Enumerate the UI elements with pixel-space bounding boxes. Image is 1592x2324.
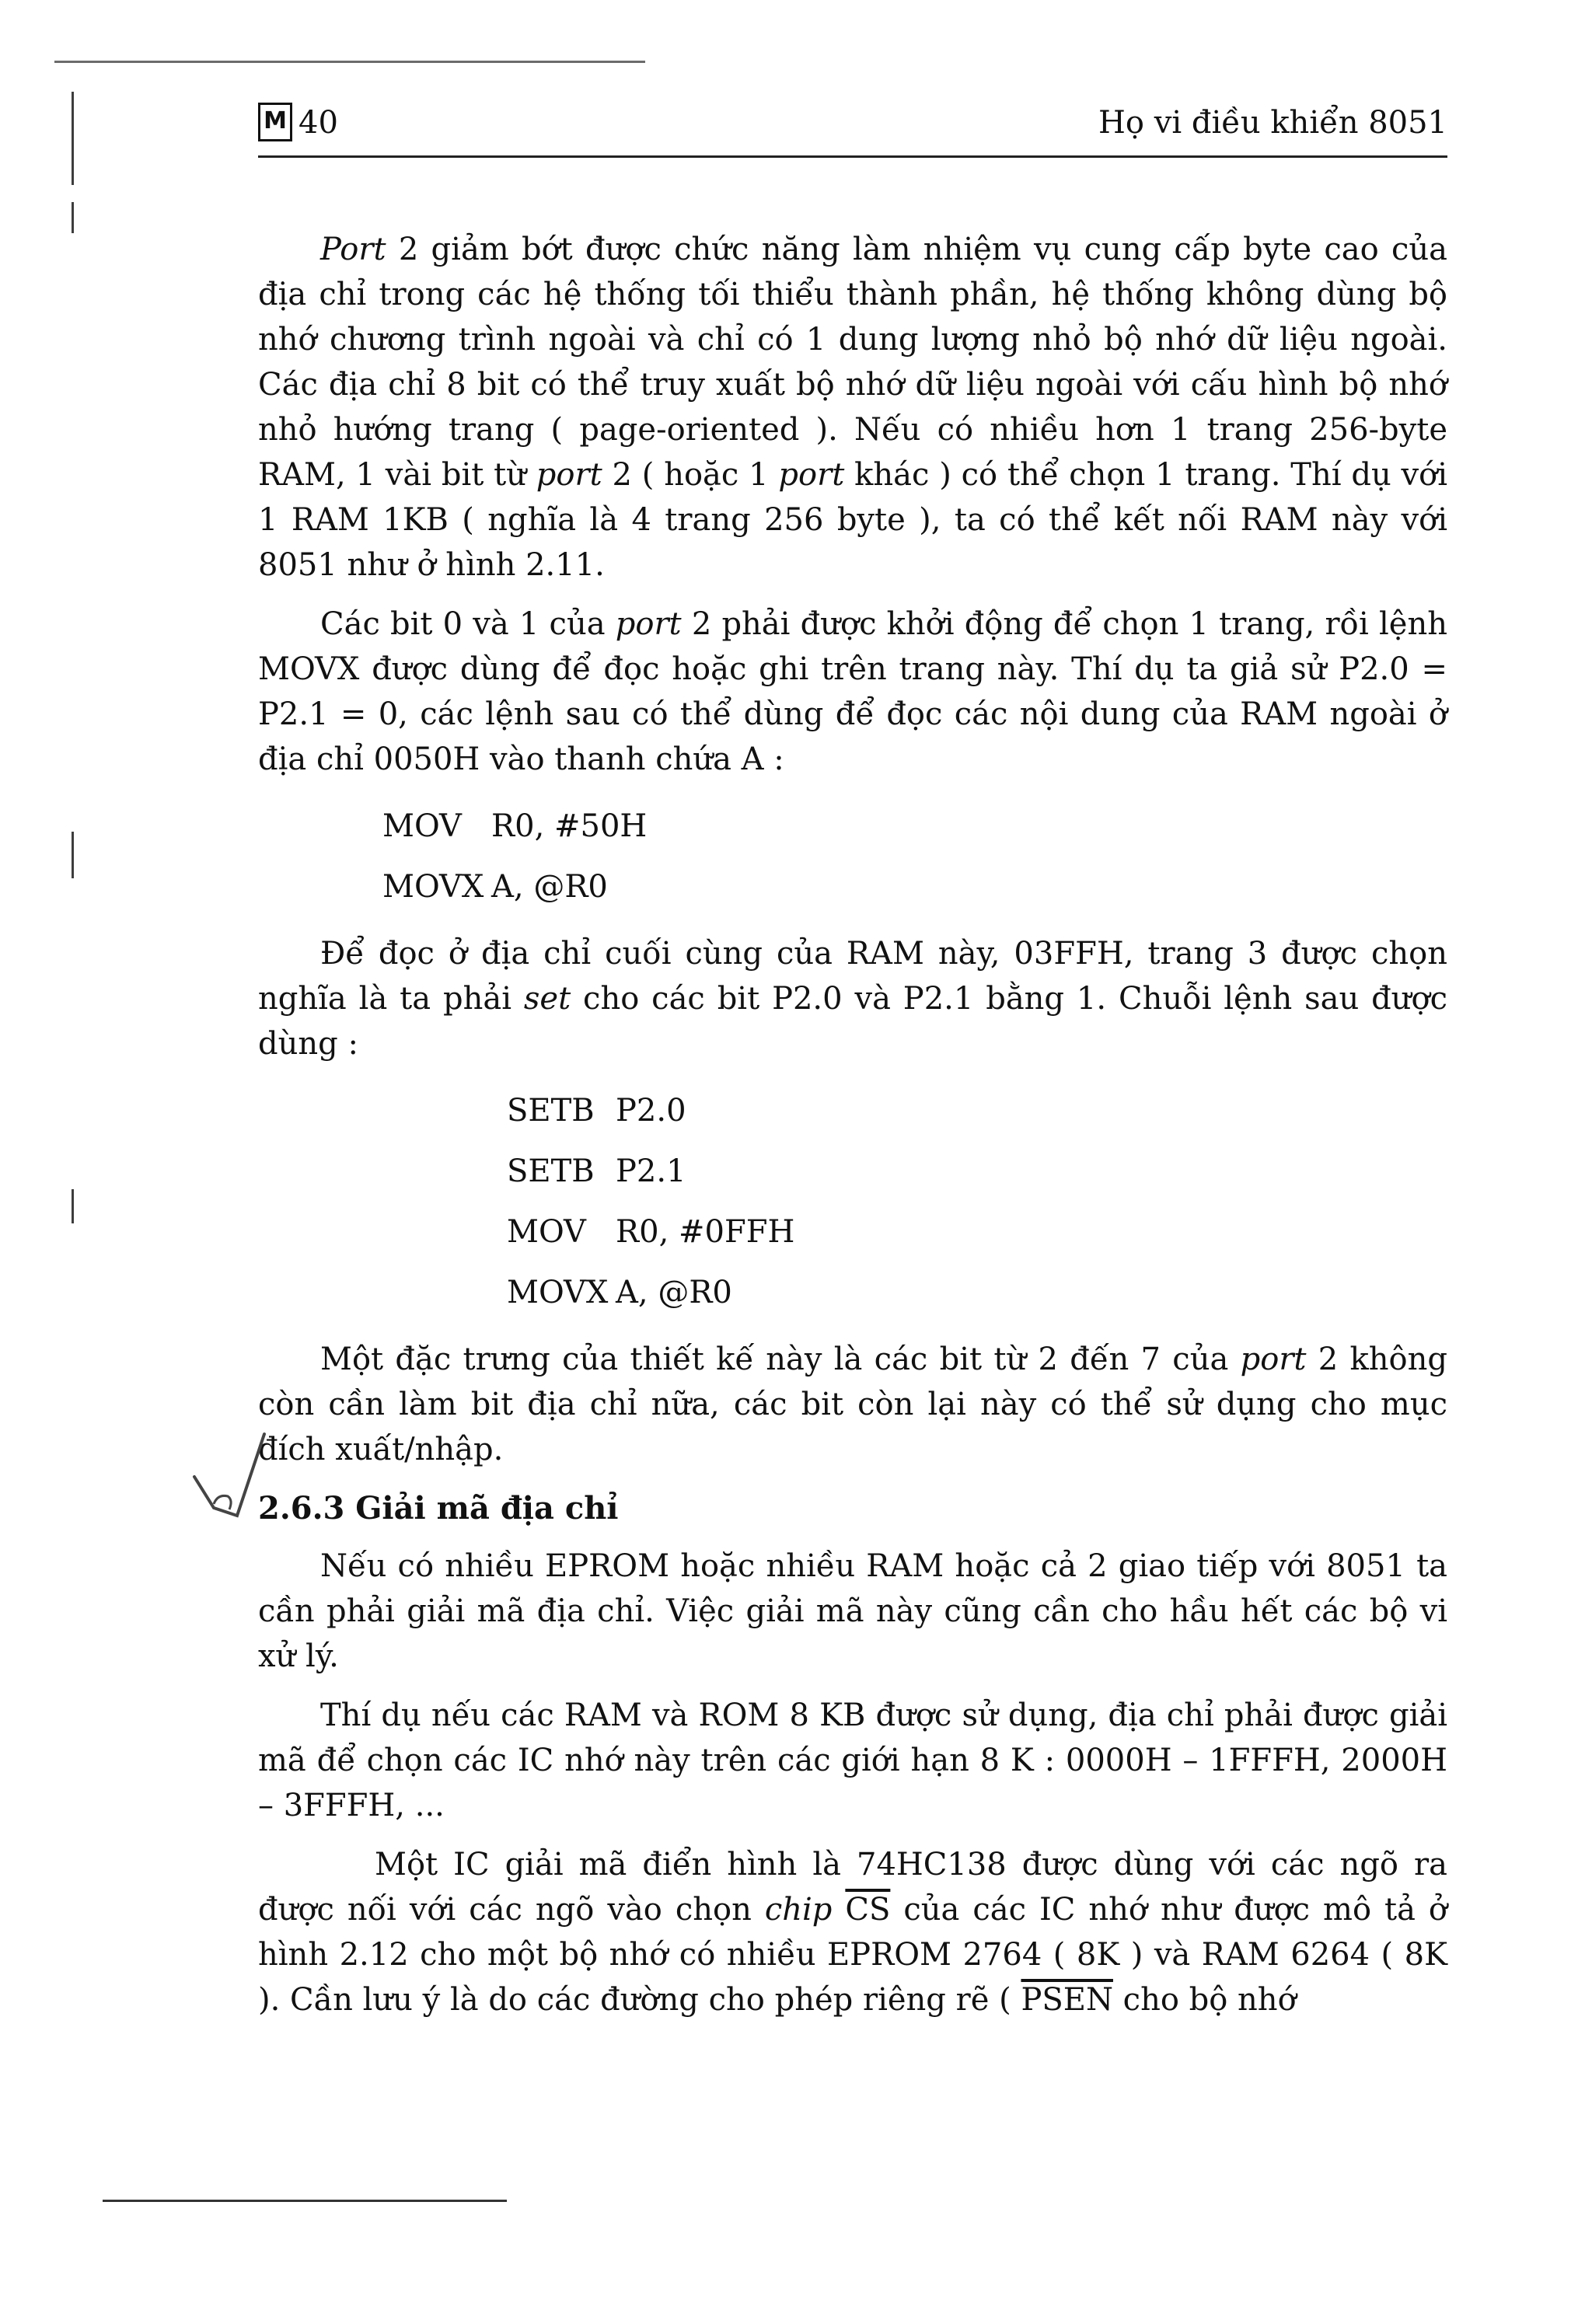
text-run: 2 phải được khởi động để chọn 1 trang, rồi lệnh MOVX được dùng để đọc hoặc ghi trên trang này. Thí dụ ta giả sử P2.0 = P2.1 = 0, các lệnh sau có thể dùng để đọc các nội dung của RAM ngoài ở địa chỉ 0050H vào thanh chứa A : — [258, 606, 1447, 777]
signal-psen: PSEN — [1021, 1982, 1113, 2018]
paragraph-last-address — [258, 931, 1447, 1066]
text-run: Để đọc ở địa chỉ cuối cùng của RAM này, 03FFH, trang 3 được chọn nghĩa là ta phải — [258, 936, 1447, 1017]
code-opcode: MOVX — [507, 1275, 609, 1310]
text-run: Các bit 0 và 1 của — [320, 606, 616, 642]
paragraph-feature — [258, 1337, 1447, 1472]
code-opcode: SETB — [507, 1093, 595, 1129]
page-number: 40 — [298, 105, 338, 141]
handwritten-check-mark-icon — [190, 1422, 284, 1531]
code-operands: P2.0 — [616, 1093, 686, 1129]
code-line — [258, 1141, 1447, 1202]
code-block-read — [258, 796, 1447, 917]
text-italic: port — [778, 457, 845, 493]
publisher-logo-icon: M — [258, 103, 292, 141]
text-run: 2 không còn cần làm bit địa chỉ nữa, các bit còn lại này có thể sử dụng cho mục đích xuất/nhập. — [258, 1342, 1448, 1467]
code-operands: P2.1 — [616, 1153, 686, 1189]
scan-edge-mark — [72, 1189, 74, 1223]
section-heading: 2.6.3 Giải mã địa chỉ — [258, 1490, 619, 1527]
text-run: của các IC nhớ như được mô tả ở hình 2.12 cho một bộ nhớ có nhiều EPROM 2764 ( 8K ) và RAM 6264 ( 8K ). Cần lưu ý là do các đường cho phép riêng rẽ ( — [258, 1892, 1448, 2018]
scan-edge-mark — [72, 202, 74, 233]
footer-rule — [103, 2200, 507, 2202]
paragraph-bits — [258, 602, 1447, 782]
text-run: cho các bit P2.0 và P2.1 bằng 1. Chuỗi lệnh sau được dùng : — [258, 981, 1447, 1062]
code-operands: R0, #0FFH — [616, 1214, 795, 1250]
code-opcode: MOV — [382, 808, 462, 844]
text-run — [832, 1892, 845, 1928]
text-italic: Port — [320, 232, 386, 267]
code-opcode: MOVX — [382, 869, 484, 905]
text-run: 2 ( hoặc 1 — [602, 457, 779, 493]
text-italic: port — [1240, 1342, 1307, 1377]
text-run: Một đặc trưng của thiết kế này là các bit từ 2 đến 7 của — [320, 1342, 1241, 1377]
code-operands: A, @R0 — [491, 869, 608, 905]
text-run: 2 giảm bớt được chức năng làm nhiệm vụ cung cấp byte cao của địa chỉ trong các hệ thống tối thiểu thành phần, hệ thống không dùng bộ nhớ chương trình ngoài và chỉ có 1 dung lượng nhỏ bộ nhớ dữ liệu ngoài. Các địa chỉ 8 bit có thể truy xuất bộ nhớ dữ liệu ngoài với cấu hình bộ nhớ nhỏ hướng trang ( page-oriented ). Nếu có nhiều hơn 1 trang 256-byte RAM, 1 vài bit từ — [258, 232, 1447, 493]
code-line — [258, 1080, 1447, 1141]
code-line — [258, 796, 1447, 857]
running-title: Họ vi điều khiển 8051 — [1098, 105, 1447, 141]
paragraph-port2 — [258, 227, 1447, 588]
paragraph-decoding: Nếu có nhiều EPROM hoặc nhiều RAM hoặc cả 2 giao tiếp với 8051 ta cần phải giải mã địa chỉ. Việc giải mã này cũng cần cho hầu hết các bộ vi xử lý. — [258, 1548, 1447, 1674]
code-line — [258, 1262, 1447, 1323]
code-opcode: MOV — [507, 1214, 586, 1250]
signal-cs: $\overline{CS}$ — [845, 1892, 891, 1928]
scan-edge-mark — [72, 832, 74, 878]
text-italic: chip — [764, 1892, 833, 1928]
scan-edge-mark — [72, 92, 74, 185]
text-run: khác ) có thể chọn 1 trang. Thí dụ với 1 RAM 1KB ( nghĩa là 4 trang 256 byte ), ta có thể kết nối RAM này với 8051 như ở hình 2.11. — [258, 457, 1448, 583]
page-header — [258, 103, 1447, 158]
text-run: cho bộ nhớ — [1112, 1982, 1297, 2018]
code-block-page3 — [258, 1080, 1447, 1323]
scan-top-rule — [54, 61, 645, 63]
text-run: Một IC giải mã điển hình là 74HC138 được dùng với các ngõ ra được nối với các ngõ vào chọn — [258, 1847, 1447, 1928]
code-opcode: SETB — [507, 1153, 595, 1189]
text-italic: port — [536, 457, 602, 493]
page-body — [258, 227, 1447, 2036]
code-line — [258, 857, 1447, 917]
paragraph-decoder-ic — [258, 1842, 1447, 2022]
text-italic: set — [523, 981, 571, 1017]
text-italic: port — [615, 606, 682, 642]
code-operands: A, @R0 — [616, 1275, 732, 1310]
code-operands: R0, #50H — [491, 808, 648, 844]
code-line — [258, 1202, 1447, 1262]
paragraph-example: Thí dụ nếu các RAM và ROM 8 KB được sử dụng, địa chỉ phải được giải mã để chọn các IC nhớ này trên các giới hạn 8 K : 0000H – 1FFFH, 2000H – 3FFFH, ... — [258, 1698, 1447, 1823]
